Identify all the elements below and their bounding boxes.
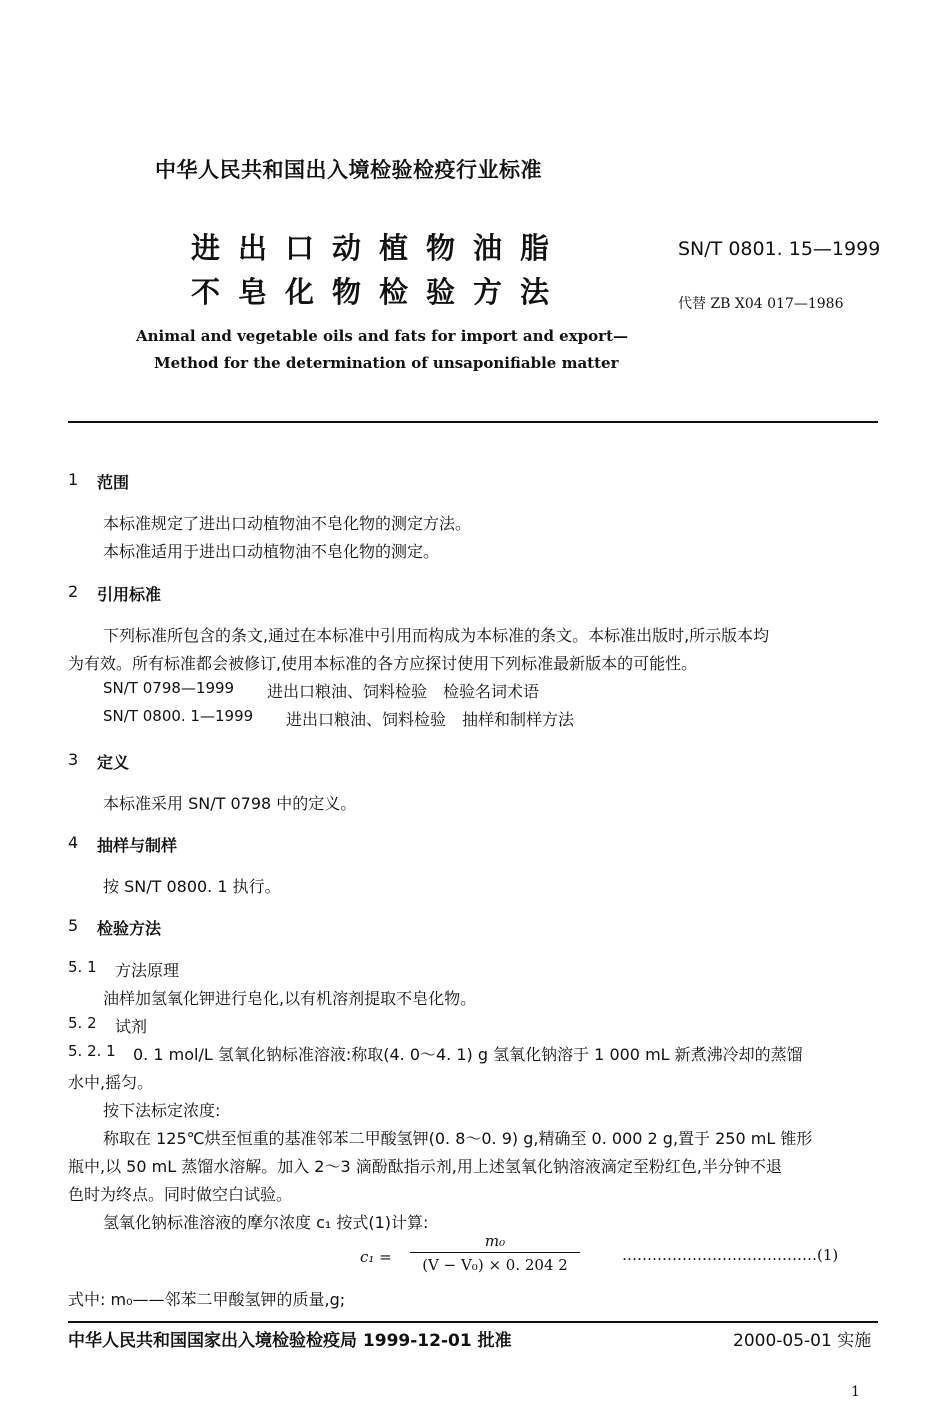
formula-fraction bbox=[410, 1232, 580, 1274]
section-4-title: 抽样与制样 bbox=[97, 836, 178, 855]
clause-5-2-1-para-1b: 水中,摇匀。 bbox=[68, 1073, 154, 1092]
section-2-para-1a: 下列标准所包含的条文,通过在本标准中引用而构成为本标准的条文。本标准出版时,所示版本均 bbox=[103, 626, 770, 645]
footer-divider bbox=[68, 1321, 878, 1323]
section-4-number: 4 bbox=[68, 833, 79, 852]
clause-5-2-1-para-2: 按下法标定浓度: bbox=[103, 1101, 221, 1120]
formula-where: 式中: m₀——邻苯二甲酸氢钾的质量,g; bbox=[68, 1290, 346, 1309]
header-divider bbox=[68, 421, 878, 423]
subsection-5-2-number: 5. 2 bbox=[68, 1014, 97, 1032]
clause-5-2-1-number: 5. 2. 1 bbox=[68, 1042, 116, 1060]
reference-2-code: SN/T 0800. 1—1999 bbox=[103, 707, 254, 725]
section-4-para-1: 按 SN/T 0800. 1 执行。 bbox=[103, 877, 281, 896]
issuing-authority: 中华人民共和国出入境检验检疫行业标准 bbox=[155, 158, 542, 182]
section-3-title: 定义 bbox=[97, 753, 130, 772]
reference-1-code: SN/T 0798—1999 bbox=[103, 679, 235, 697]
clause-5-2-1-para-4: 氢氧化钠标准溶液的摩尔浓度 c₁ 按式(1)计算: bbox=[103, 1213, 429, 1232]
standard-code: SN/T 0801. 15—1999 bbox=[678, 238, 881, 260]
subsection-5-1-number: 5. 1 bbox=[68, 958, 97, 976]
formula-1 bbox=[360, 1232, 880, 1282]
clause-5-2-1-para-3a: 称取在 125℃烘至恒重的基准邻苯二甲酸氢钾(0. 8～0. 9) g,精确至 0. 000 2 g,置于 250 mL 锥形 bbox=[103, 1129, 813, 1148]
fraction-bar bbox=[410, 1252, 580, 1253]
page-number: 1 bbox=[851, 1384, 860, 1400]
section-5-title: 检验方法 bbox=[97, 919, 162, 938]
section-3-para-1: 本标准采用 SN/T 0798 中的定义。 bbox=[103, 794, 357, 813]
title-cn-line2: 不皂化物检验方法 bbox=[191, 275, 568, 309]
subsection-5-1-title: 方法原理 bbox=[115, 961, 180, 980]
clause-5-2-1-para-3c: 色时为终点。同时做空白试验。 bbox=[68, 1185, 293, 1204]
section-2-number: 2 bbox=[68, 582, 79, 601]
reference-2-title: 进出口粮油、饲料检验 抽样和制样方法 bbox=[286, 710, 575, 729]
subsection-5-2-title: 试剂 bbox=[115, 1017, 148, 1036]
section-1-para-1: 本标准规定了进出口动植物油不皂化物的测定方法。 bbox=[103, 514, 472, 533]
title-cn-line1: 进出口动植物油脂 bbox=[191, 231, 568, 265]
formula-lhs: c₁ = bbox=[360, 1248, 392, 1266]
section-2-title: 引用标准 bbox=[97, 585, 162, 604]
section-3-number: 3 bbox=[68, 750, 79, 769]
formula-label: …………………………………(1) bbox=[622, 1246, 839, 1264]
clause-5-2-1-para-1a: 0. 1 mol/L 氢氧化钠标准溶液:称取(4. 0～4. 1) g 氢氧化钠溶于 1 000 mL 新煮沸冷却的蒸馏 bbox=[133, 1045, 803, 1064]
section-1-title: 范围 bbox=[97, 473, 130, 492]
subsection-5-1-para: 油样加氢氧化钾进行皂化,以有机溶剂提取不皂化物。 bbox=[103, 989, 477, 1008]
title-en-line2: Method for the determination of unsaponifiable matter bbox=[154, 354, 619, 372]
reference-1-title: 进出口粮油、饲料检验 检验名词术语 bbox=[267, 682, 540, 701]
section-2-para-1b: 为有效。所有标准都会被修订,使用本标准的各方应探讨使用下列标准最新版本的可能性。 bbox=[68, 654, 698, 673]
formula-numerator: m₀ bbox=[484, 1232, 506, 1250]
section-5-number: 5 bbox=[68, 916, 79, 935]
approval-line: 中华人民共和国国家出入境检验检疫局 1999-12-01 批准 bbox=[68, 1331, 512, 1351]
effective-date: 2000-05-01 实施 bbox=[733, 1331, 872, 1351]
section-1-para-2: 本标准适用于进出口动植物油不皂化物的测定。 bbox=[103, 542, 440, 561]
section-1-number: 1 bbox=[68, 470, 79, 489]
title-en-line1: Animal and vegetable oils and fats for import and export— bbox=[136, 327, 628, 345]
replaces-standard: 代替 ZB X04 017—1986 bbox=[678, 296, 844, 312]
formula-denominator: (V − V₀) × 0. 204 2 bbox=[422, 1256, 568, 1274]
clause-5-2-1-para-3b: 瓶中,以 50 mL 蒸馏水溶解。加入 2～3 滴酚酞指示剂,用上述氢氧化钠溶液滴定至粉红色,半分钟不退 bbox=[68, 1157, 782, 1176]
